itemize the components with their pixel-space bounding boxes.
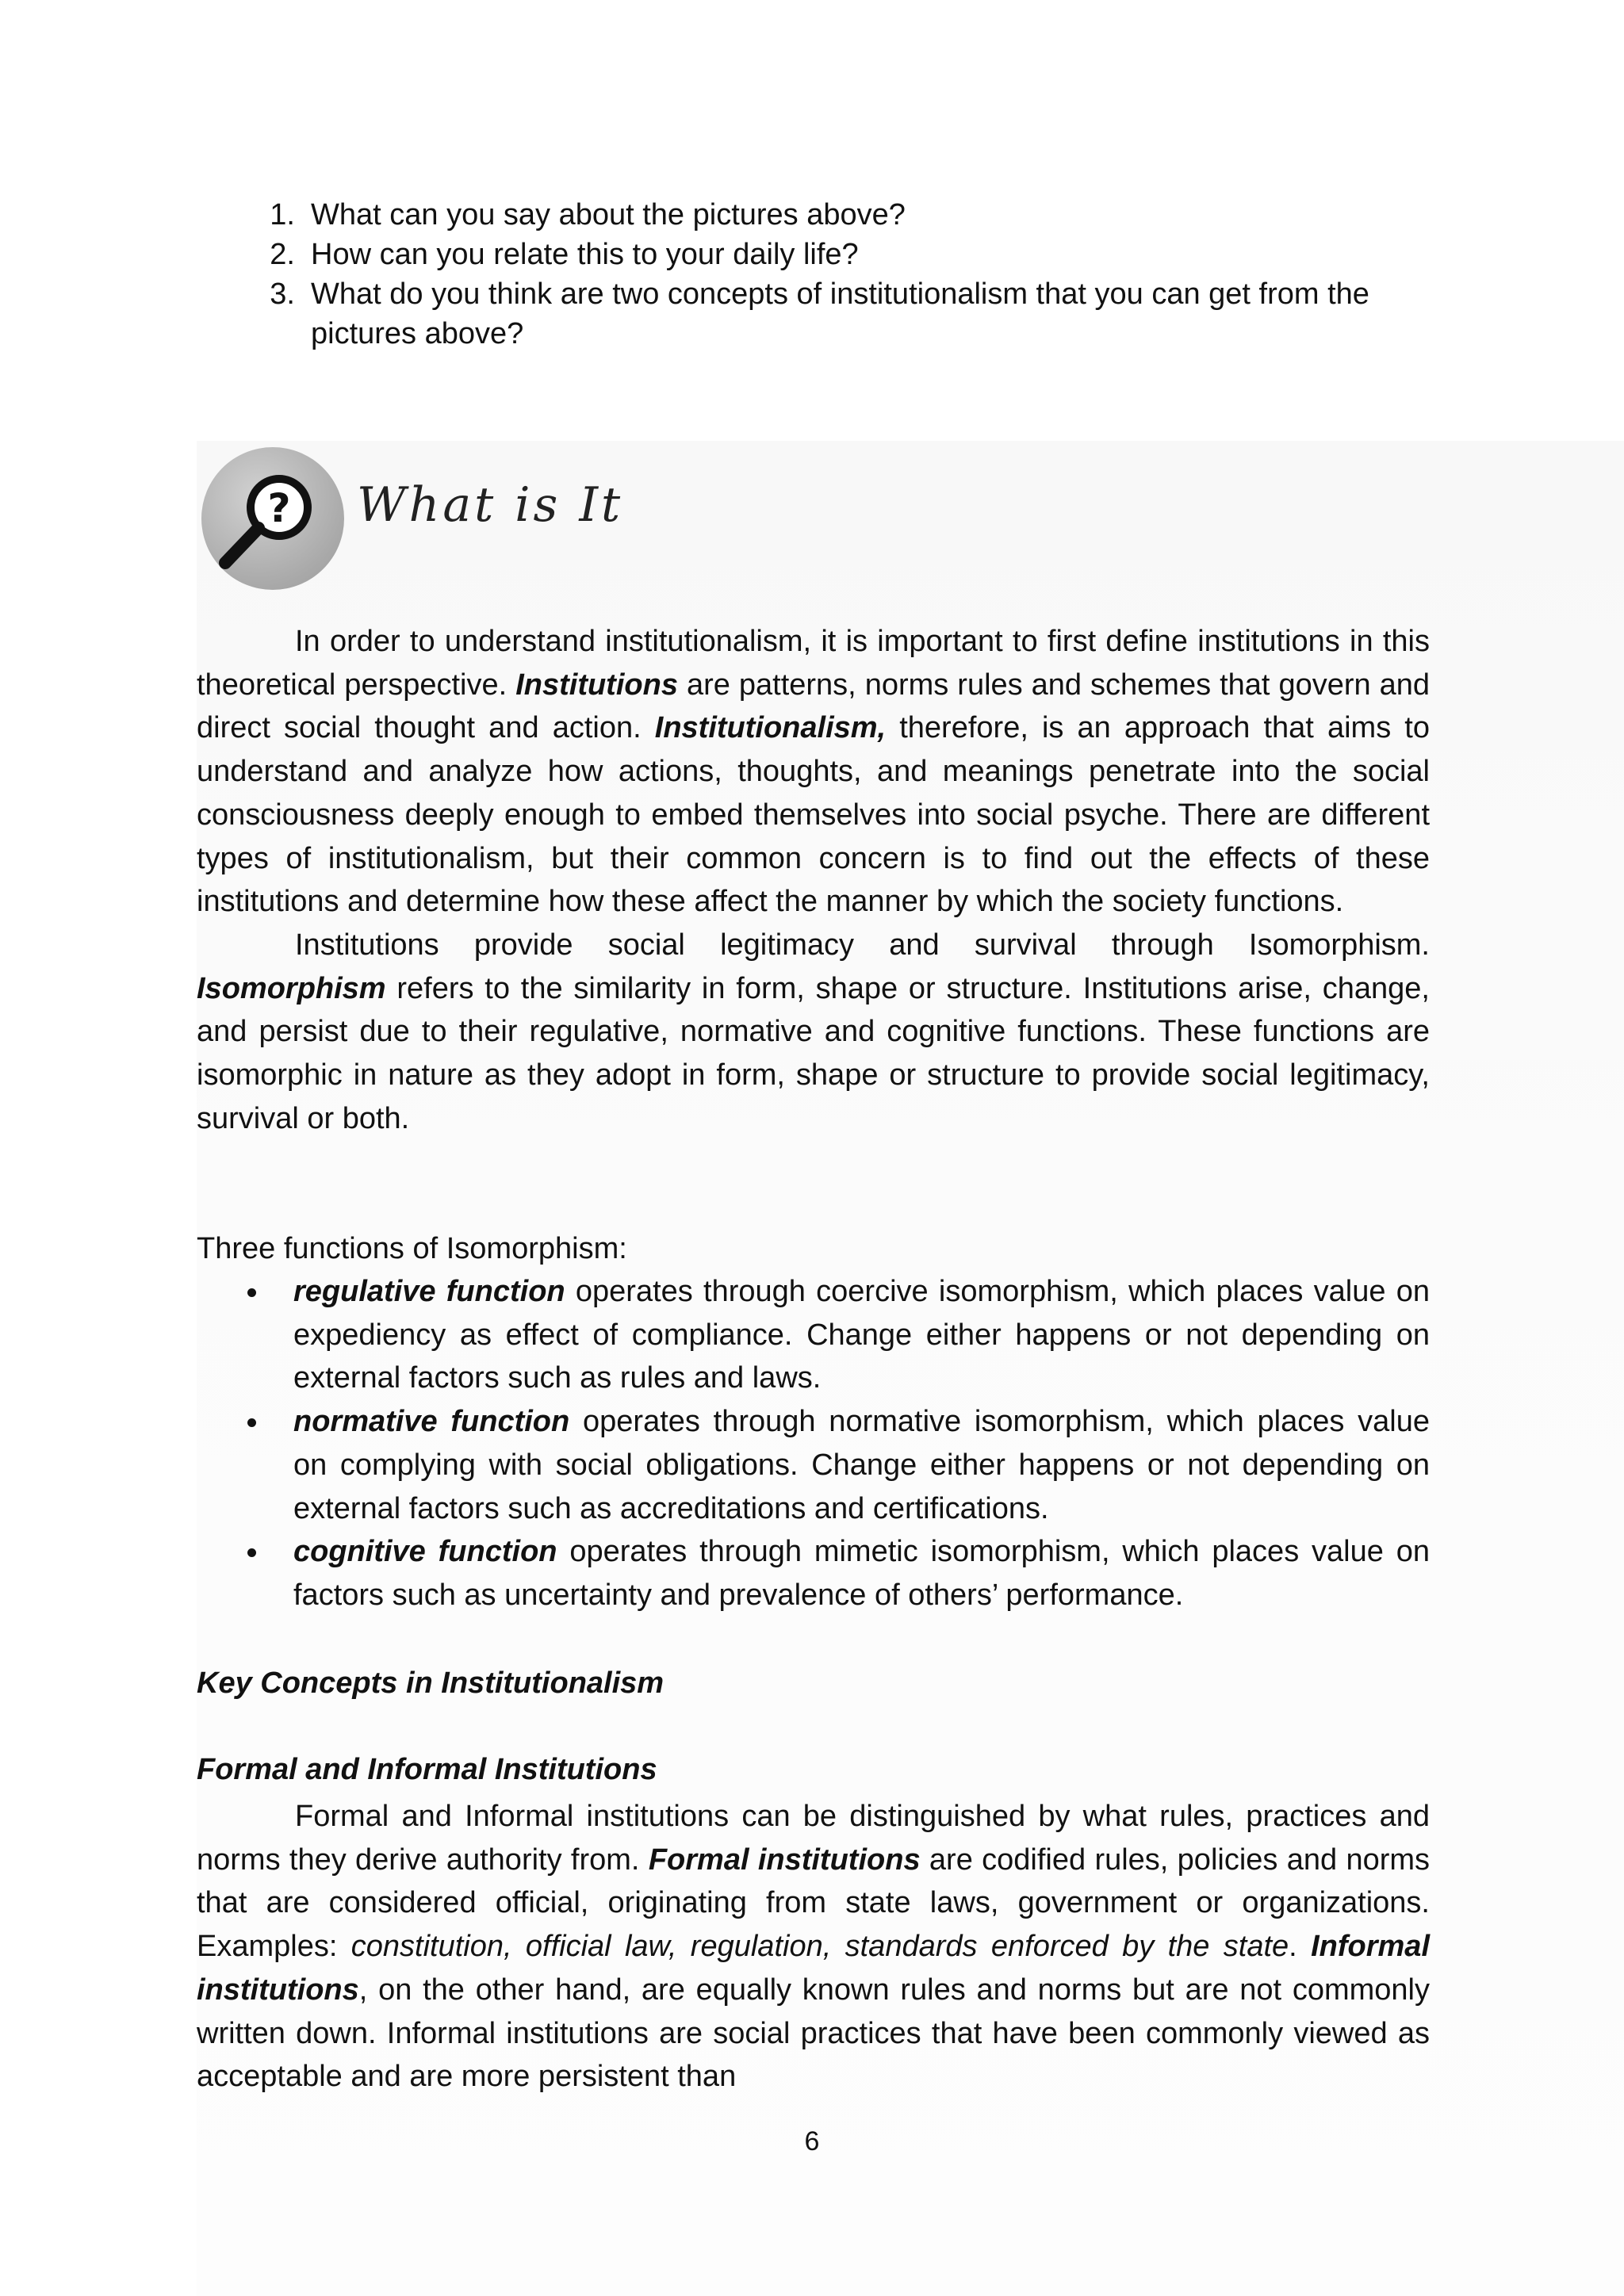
formal-informal-paragraph bbox=[197, 1795, 1430, 2099]
review-questions bbox=[238, 195, 1427, 354]
key-term: Institutions bbox=[515, 668, 678, 702]
section-title: What is It bbox=[357, 477, 624, 533]
list-item bbox=[238, 235, 1427, 274]
list-item bbox=[197, 1400, 1430, 1530]
list-item bbox=[197, 1530, 1430, 1617]
key-term: cognitive function bbox=[293, 1535, 557, 1569]
question-text: How can you relate this to your daily life? bbox=[311, 238, 859, 271]
key-term: Informal institutions bbox=[197, 1930, 1430, 2007]
list-item-text: operates through coercive isomorphism, which places value on expediency as effect of compliance. Change either happens or not depending on external factors such as rules and laws. bbox=[293, 1275, 1430, 1395]
paragraph-text: therefore, is an approach that aims to understand and analyze how actions, thoughts, and meanings penetrate into the social consciousness deeply enough to embed themselves into social psyche. There are different types of institutionalism, but their common concern is to find out the effects of these institutions and determine how these affect the manner by which the society functions. bbox=[197, 711, 1430, 919]
list-item-text: operates through normative isomorphism, which places value on complying with social obligations. Change either happens or not depending on external factors such as accreditations and certifications. bbox=[293, 1405, 1431, 1525]
key-term: regulative function bbox=[293, 1275, 565, 1308]
examples-text: constitution, official law, regulation, standards enforced by the state bbox=[350, 1930, 1289, 1964]
list-number: 3. bbox=[270, 277, 295, 311]
list-item bbox=[238, 195, 1427, 235]
key-concepts-heading: Key Concepts in Institutionalism bbox=[197, 1667, 665, 1700]
paragraph-text: , on the other hand, are equally known rules and norms but are not commonly written down. Informal institutions are social practices that have been commonly viewed as acceptable and are more persistent than bbox=[197, 1973, 1430, 2094]
paragraph-text: Institutions provide social legitimacy and survival through Isomorphism. bbox=[295, 928, 1430, 962]
paragraph-text: refers to the similarity in form, shape or structure. Institutions arise, change, and persist due to their regulative, normative and cognitive functions. These functions are isomorphic in nature as they adopt in form, shape or structure to provide social legitimacy, survival or both. bbox=[197, 971, 1430, 1135]
section-header bbox=[201, 444, 756, 587]
bullet-icon bbox=[197, 1270, 293, 1400]
paragraph-text: are patterns, norms rules and schemes that govern and direct social thought and action. bbox=[197, 668, 1431, 745]
list-number: 2. bbox=[270, 238, 295, 271]
list-number: 1. bbox=[270, 198, 295, 232]
list-item-text: operates through mimetic isomorphism, which places value on factors such as uncertainty and prevalence of others’ performance. bbox=[293, 1535, 1431, 1612]
question-text: What do you think are two concepts of institutionalism that you can get from the pictures above? bbox=[311, 277, 1369, 350]
paragraph-text: Formal and Informal institutions can be distinguished by what rules, practices and norms they derive authority from. bbox=[197, 1800, 1430, 1877]
paragraph-text: In order to understand institutionalism, it is important to first define institutions in this theoretical perspective. bbox=[197, 625, 1430, 702]
key-term: normative function bbox=[293, 1405, 570, 1439]
question-text: What can you say about the pictures above? bbox=[311, 198, 906, 232]
page-number: 6 bbox=[804, 2126, 820, 2156]
bullet-icon bbox=[197, 1530, 293, 1617]
list-intro: Three functions of Isomorphism: bbox=[197, 1232, 627, 1265]
paragraph-text: . bbox=[1289, 1930, 1297, 1964]
subheading: Formal and Informal Institutions bbox=[197, 1753, 657, 1786]
key-term: Formal institutions bbox=[648, 1843, 921, 1877]
bullet-icon bbox=[197, 1400, 293, 1530]
question-magnifier-icon bbox=[201, 447, 344, 590]
list-item bbox=[197, 1270, 1430, 1400]
key-term: Institutionalism, bbox=[654, 711, 887, 745]
list-item bbox=[238, 274, 1427, 354]
svg-text:?: ? bbox=[267, 485, 291, 531]
key-term: Isomorphism bbox=[197, 971, 386, 1005]
functions-list bbox=[197, 1270, 1430, 1617]
intro-paragraph bbox=[197, 620, 1430, 1140]
paragraph-text: are codified rules, policies and norms that are considered official, originating from state laws, government or organizations. Examples: bbox=[197, 1843, 1431, 1964]
